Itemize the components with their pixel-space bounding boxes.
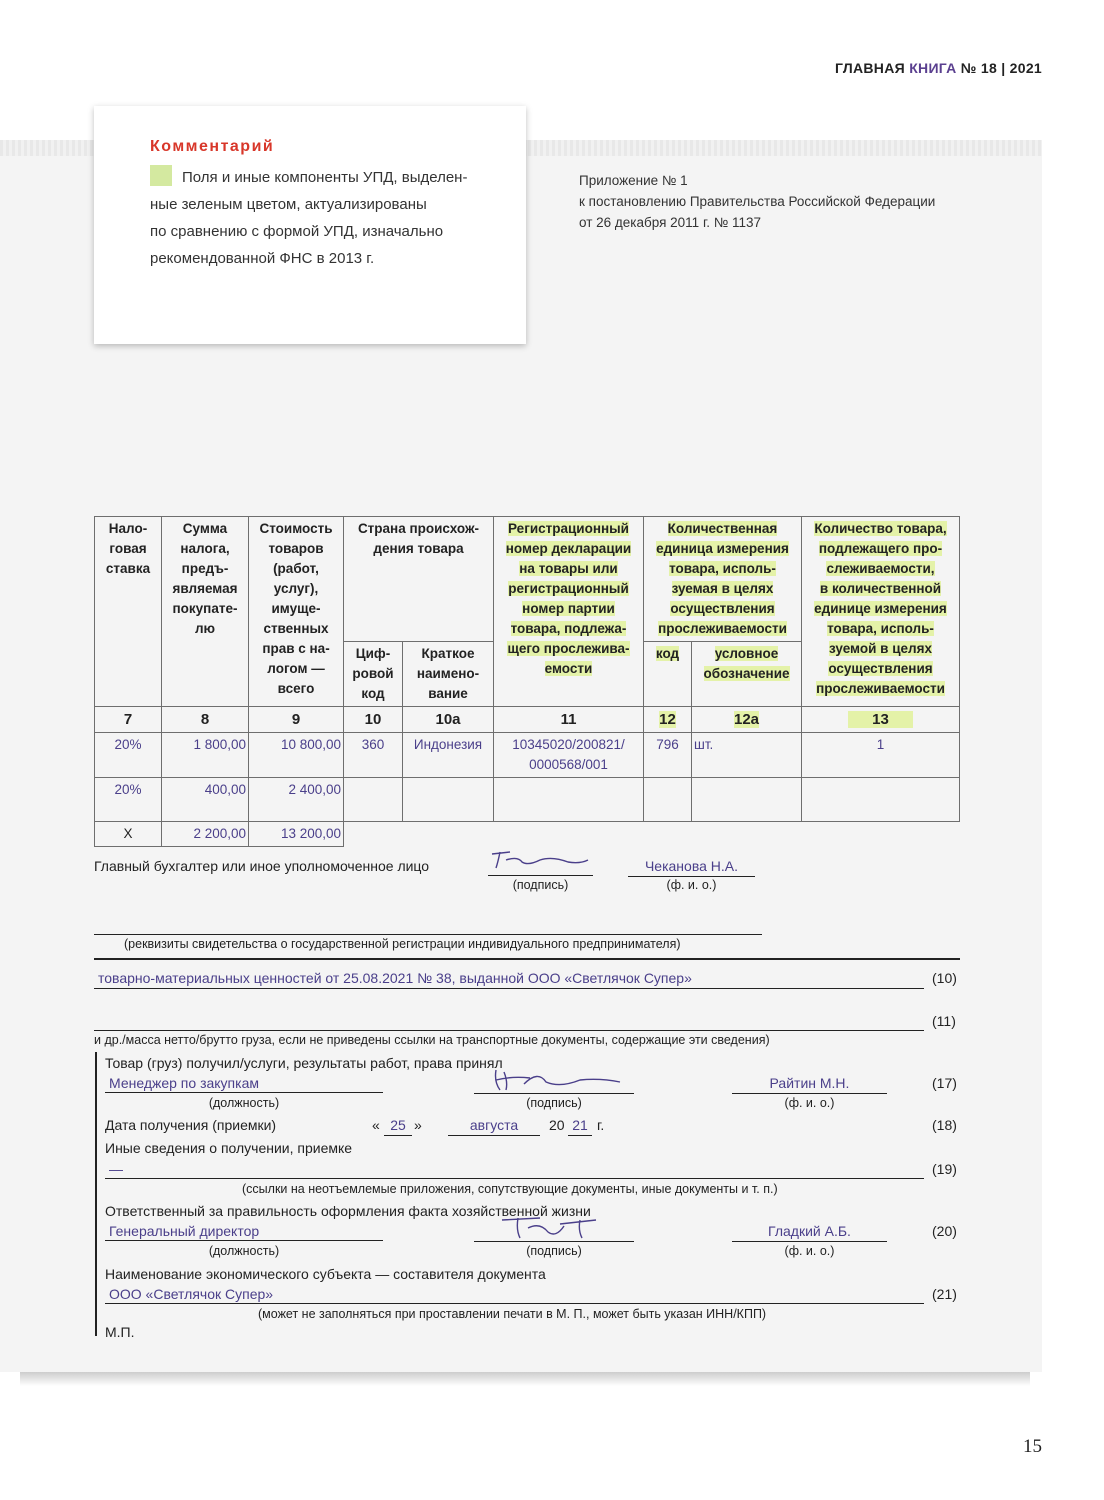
header-unit-name: условное обозначение bbox=[692, 642, 802, 707]
cell-empty bbox=[344, 778, 403, 822]
cell-rate: 20% bbox=[95, 778, 162, 822]
line-18-number: (18) bbox=[932, 1117, 957, 1133]
cell-unit-name: шт. bbox=[692, 733, 802, 778]
col-number: 13 bbox=[802, 707, 960, 733]
accountant-name: Чеканова Н.А. bbox=[628, 858, 755, 877]
comment-text: Поля и иные компоненты УПД, выделен- ные зеленым цветом, актуализированы по сравнению с формой УПД, изначально рекомендованной ФНС в 2013 г. bbox=[150, 164, 510, 272]
header-tax-rate: Нало- говая ставка bbox=[95, 517, 162, 707]
col-number: 9 bbox=[249, 707, 344, 733]
line-20-number: (20) bbox=[932, 1223, 957, 1239]
cell-registration-number: 10345020/200821/ 0000568/001 bbox=[494, 733, 644, 778]
responsible-label: Ответственный за правильность оформления факта хозяйственной жизни bbox=[105, 1203, 591, 1219]
accountant-name-caption: (ф. и. о.) bbox=[666, 878, 717, 892]
accountant-sign-line bbox=[488, 875, 593, 876]
cell-rate: Х bbox=[95, 822, 162, 847]
other-caption: (ссылки на неотъемлемые приложения, сопутствующие документы, иные документы и т. п.) bbox=[242, 1182, 778, 1196]
sheet-shadow bbox=[20, 1372, 1030, 1386]
stamp-place: М.П. bbox=[105, 1324, 135, 1340]
header-registration-number: Регистрационный номер декларации на товары или регистрационный номер партии товара, подлежа- щего прослежива- емости bbox=[494, 517, 644, 707]
line-21-number: (21) bbox=[932, 1286, 957, 1302]
section-divider bbox=[94, 958, 960, 960]
green-square-icon bbox=[150, 165, 172, 186]
cell-blank bbox=[344, 822, 960, 847]
col-number: 11 bbox=[494, 707, 644, 733]
cell-total: 2 400,00 bbox=[249, 778, 344, 822]
received-sign-caption: (подпись) bbox=[526, 1096, 582, 1110]
responsible-signature bbox=[500, 1212, 610, 1242]
cell-country-name: Индонезия bbox=[403, 733, 494, 778]
date-quote-close: » bbox=[414, 1117, 422, 1133]
cell-empty bbox=[494, 778, 644, 822]
cell-tax: 2 200,00 bbox=[162, 822, 249, 847]
cell-quantity: 1 bbox=[802, 733, 960, 778]
entity-label: Наименование экономического субъекта — составителя документа bbox=[105, 1266, 546, 1282]
received-name: Райтин М.Н. bbox=[732, 1075, 887, 1094]
ip-caption: (реквизиты свидетельства о государственной регистрации индивидуального предпринимателя) bbox=[124, 937, 681, 951]
responsible-sign-line bbox=[474, 1241, 634, 1242]
date-month: августа bbox=[448, 1117, 540, 1136]
line-11-caption: и др./масса нетто/брутто груза, если не приведены ссылки на транспортные документы, содержащие эти сведения) bbox=[94, 1033, 770, 1047]
ip-line bbox=[94, 934, 762, 935]
date-quote-open: « bbox=[372, 1117, 380, 1133]
col-number: 7 bbox=[95, 707, 162, 733]
entity-caption: (может не заполняться при проставлении печати в М. П., может быть указан ИНН/КПП) bbox=[258, 1307, 767, 1321]
cell-total: 13 200,00 bbox=[249, 822, 344, 847]
other-value: — bbox=[105, 1161, 924, 1179]
cell-tax: 400,00 bbox=[162, 778, 249, 822]
accountant-sign-caption: (подпись) bbox=[512, 878, 569, 892]
header-quantity: Количество товара, подлежащего про- слеживаемости, в количественной единице измерения товара, исполь- зуемой в целях осуществления прослеживаемости bbox=[802, 517, 960, 707]
responsible-name: Гладкий А.Б. bbox=[732, 1223, 887, 1242]
masthead: ГЛАВНАЯ КНИГА № 18 | 2021 bbox=[834, 60, 1042, 76]
header-country-name: Краткое наимено- вание bbox=[403, 642, 494, 707]
received-signature bbox=[490, 1064, 626, 1094]
received-name-caption: (ф. и. о.) bbox=[784, 1096, 835, 1110]
other-label: Иные сведения о получении, приемке bbox=[105, 1140, 353, 1156]
col-number: 12 bbox=[644, 707, 692, 733]
comment-title: Комментарий bbox=[150, 138, 275, 155]
responsible-position: Генеральный директор bbox=[105, 1223, 383, 1241]
col-number: 10а bbox=[403, 707, 494, 733]
received-position: Менеджер по закупкам bbox=[105, 1075, 383, 1093]
cell-rate: 20% bbox=[95, 733, 162, 778]
col-number: 10 bbox=[344, 707, 403, 733]
header-country: Страна происхож- дения товара bbox=[344, 517, 494, 642]
line-19-number: (19) bbox=[932, 1161, 957, 1177]
responsible-name-caption: (ф. и. о.) bbox=[784, 1244, 835, 1258]
cell-empty bbox=[802, 778, 960, 822]
line-10-number: (10) bbox=[932, 970, 957, 986]
cell-tax: 1 800,00 bbox=[162, 733, 249, 778]
received-position-caption: (должность) bbox=[208, 1096, 280, 1110]
entity-value: ООО «Светлячок Супер» bbox=[105, 1286, 924, 1304]
date-century: 20 bbox=[549, 1117, 565, 1133]
date-suffix: г. bbox=[597, 1117, 605, 1133]
cell-empty bbox=[644, 778, 692, 822]
responsible-position-caption: (должность) bbox=[208, 1244, 280, 1258]
col-number: 8 bbox=[162, 707, 249, 733]
date-year: 21 bbox=[568, 1117, 592, 1136]
received-sign-line bbox=[474, 1093, 634, 1094]
header-tax-amount: Сумма налога, предъ- являемая покупате- лю bbox=[162, 517, 249, 707]
comment-box bbox=[94, 106, 526, 344]
date-label: Дата получения (приемки) bbox=[105, 1117, 277, 1133]
responsible-sign-caption: (подпись) bbox=[526, 1244, 582, 1258]
cell-total: 10 800,00 bbox=[249, 733, 344, 778]
header-unit: Количественная единица измерения товара, исполь- зуемая в целях осуществления прослеживаемости bbox=[644, 517, 802, 642]
accountant-label: Главный бухгалтер или иное уполномоченное лицо bbox=[94, 858, 430, 874]
header-country-code: Циф- ровой код bbox=[344, 642, 403, 707]
received-label: Товар (груз) получил/услуги, результаты работ, права принял bbox=[105, 1055, 503, 1071]
cell-empty bbox=[403, 778, 494, 822]
cell-unit-code: 796 bbox=[644, 733, 692, 778]
date-day: 25 bbox=[384, 1117, 412, 1136]
cell-empty bbox=[692, 778, 802, 822]
line-17-number: (17) bbox=[932, 1075, 957, 1091]
left-bracket bbox=[95, 1052, 97, 1336]
line-10-text: товарно-материальных ценностей от 25.08.2021 № 38, выданной ООО «Светлячок Супер» bbox=[94, 970, 924, 989]
col-number: 12а bbox=[692, 707, 802, 733]
accountant-signature bbox=[488, 846, 592, 874]
upd-table bbox=[94, 516, 960, 847]
line-11-number: (11) bbox=[932, 1013, 956, 1029]
header-unit-code: код bbox=[644, 642, 692, 707]
appendix-note: Приложение № 1 к постановлению Правительства Российской Федерации от 26 декабря 2011 г. № 1137 bbox=[579, 173, 936, 230]
line-11-line bbox=[94, 1030, 924, 1031]
cell-country-code: 360 bbox=[344, 733, 403, 778]
header-total-cost: Стоимость товаров (работ, услуг), имуще- ственных прав с на- логом — всего bbox=[249, 517, 344, 707]
page-number: 15 bbox=[1023, 1436, 1042, 1457]
